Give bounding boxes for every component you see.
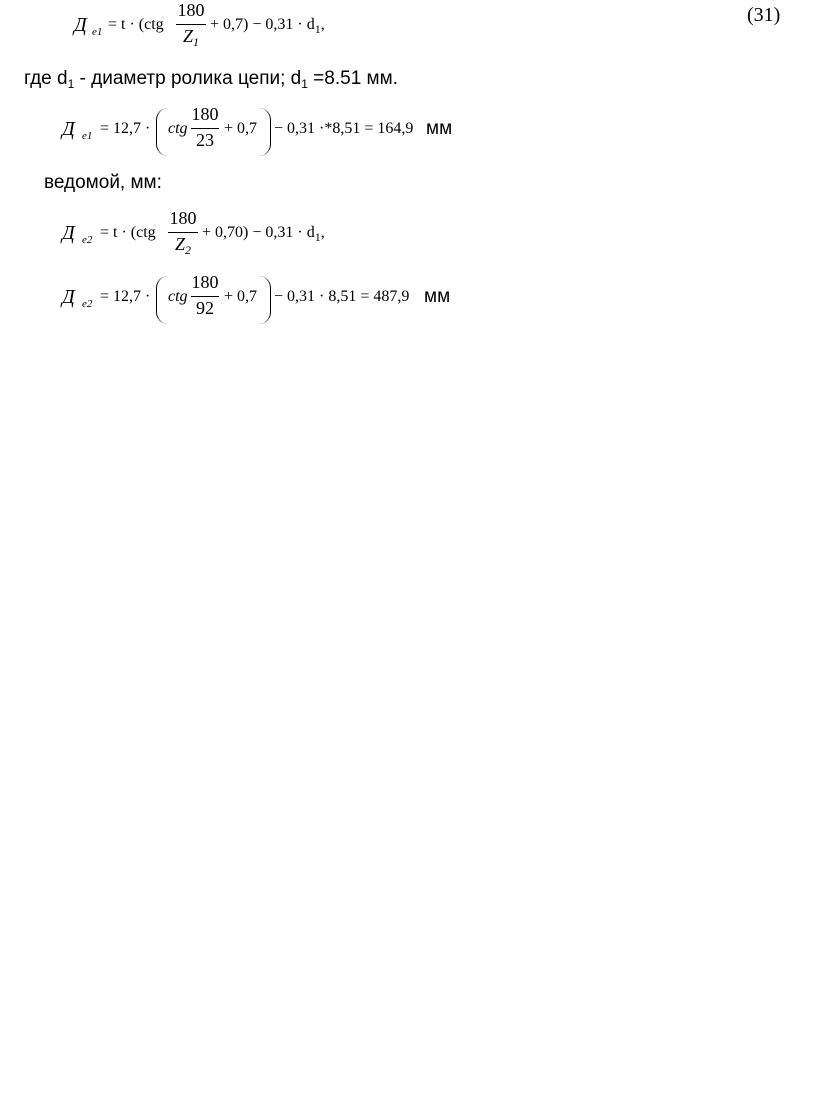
- note-sub: 1: [67, 77, 75, 91]
- fraction: [176, 0, 206, 50]
- symbol-d: Д: [74, 14, 87, 36]
- rhs-part-b: [210, 16, 325, 37]
- ctg: ctg: [168, 288, 188, 305]
- rest: − 0,31 ·*8,51 = 164,9: [274, 120, 414, 137]
- right-paren: [258, 108, 271, 156]
- fraction: [168, 208, 198, 258]
- symbol-d: Д: [62, 286, 75, 308]
- fraction-bar: [168, 232, 198, 233]
- rhs-b-text: + 0,7) − 0,31 · d: [210, 16, 315, 33]
- den-letter: Z: [182, 26, 193, 46]
- unit: мм: [424, 286, 451, 307]
- equation-number: (31): [747, 4, 781, 26]
- rhs-b-sub: 1: [314, 230, 321, 244]
- lhs: = 12,7 ·: [100, 288, 151, 305]
- rhs-part-a: = t · (ctg: [100, 224, 156, 241]
- inner-tail: + 0,7: [224, 120, 258, 137]
- fraction-numerator: 180: [177, 0, 205, 20]
- fraction-numerator: 180: [169, 208, 197, 228]
- rhs-part-a: = t · (ctg: [108, 16, 164, 33]
- fraction-denominator: 23: [196, 130, 214, 150]
- lhs: = 12,7 ·: [100, 120, 151, 137]
- fraction: [191, 272, 219, 322]
- fraction-bar: [176, 24, 206, 25]
- den-letter: Z: [174, 234, 185, 254]
- rhs-part-b: [202, 224, 325, 245]
- fraction: [191, 104, 219, 154]
- rhs-b-text: + 0,70) − 0,31 · d: [202, 224, 315, 241]
- fraction-denominator: [168, 234, 198, 258]
- fraction-numerator: 180: [191, 104, 219, 124]
- fraction-denominator: [176, 26, 206, 50]
- fraction-numerator: 180: [191, 272, 219, 292]
- note-suffix: =8.51 мм.: [307, 68, 398, 89]
- den-subscript: 2: [185, 243, 191, 257]
- symbol-d: Д: [62, 222, 75, 244]
- note-sub2: 1: [301, 77, 308, 91]
- fraction-bar: [191, 128, 219, 129]
- rest: − 0,31 · 8,51 = 487,9: [274, 288, 410, 305]
- fraction-bar: [191, 296, 219, 297]
- rhs-tail: ,: [320, 224, 325, 241]
- subscript: e1: [92, 26, 103, 38]
- inner-tail: + 0,7: [224, 288, 258, 305]
- den-subscript: 1: [193, 35, 199, 49]
- driven-label: ведомой, мм:: [44, 172, 162, 193]
- note-line: [24, 68, 398, 91]
- rhs-tail: ,: [320, 16, 325, 33]
- subscript: e2: [82, 298, 93, 310]
- note-prefix: где d: [24, 68, 68, 89]
- subscript: e2: [82, 234, 93, 246]
- ctg: ctg: [168, 120, 188, 137]
- symbol-d: Д: [62, 118, 75, 140]
- rhs-b-sub: 1: [314, 22, 321, 36]
- fraction-denominator: 92: [196, 298, 214, 318]
- note-middle: - диаметр ролика цепи; d: [74, 68, 302, 89]
- unit: мм: [426, 118, 453, 139]
- right-paren: [258, 276, 271, 324]
- subscript: e1: [82, 130, 93, 142]
